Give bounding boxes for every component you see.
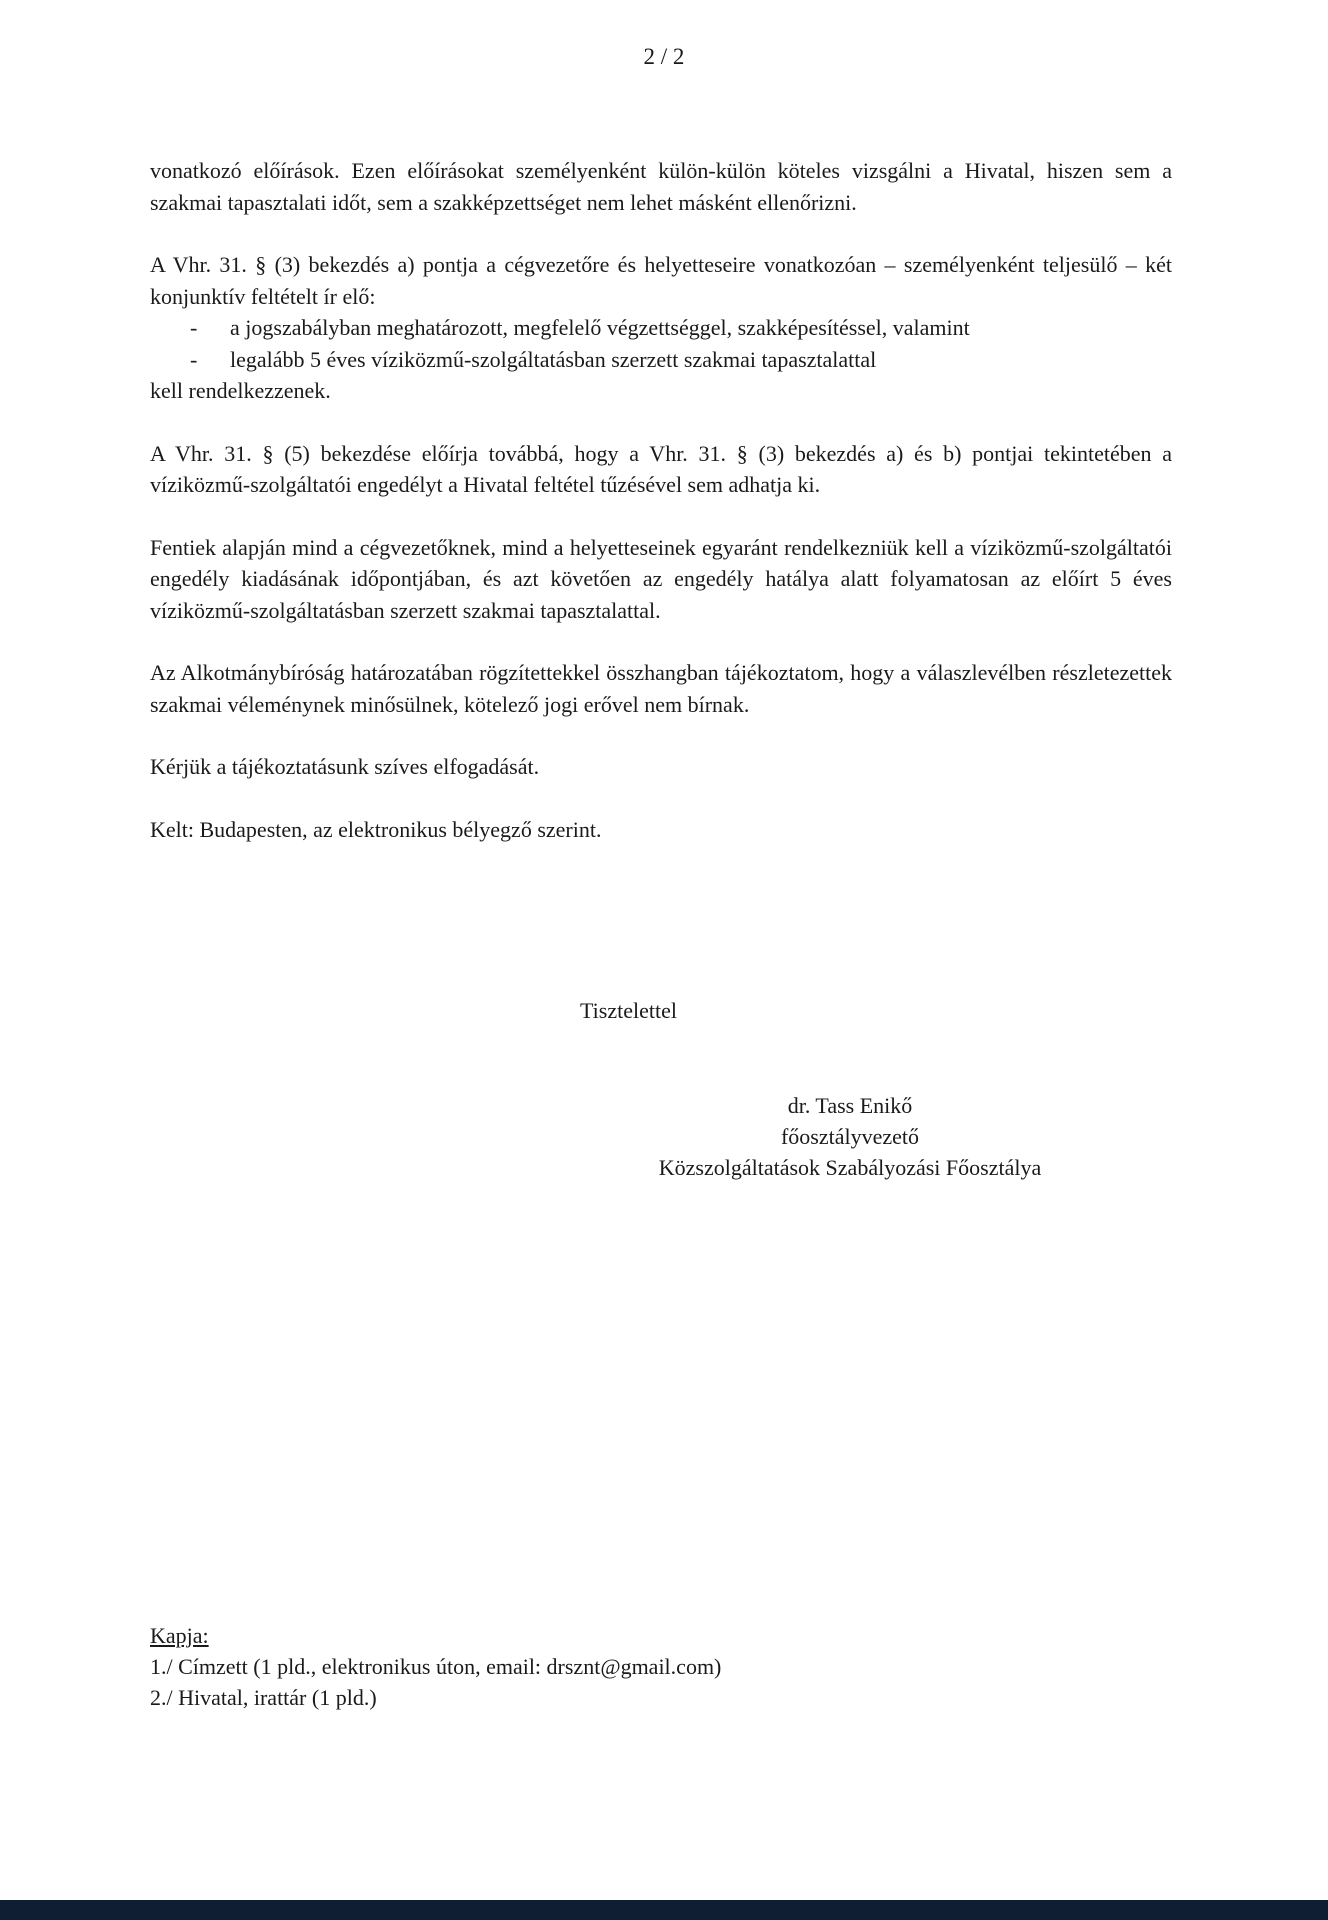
- paragraph-7: Kelt: Budapesten, az elektronikus bélyegző szerint.: [150, 816, 602, 842]
- list-item-text: a jogszabályban meghatározott, megfelelő végzettséggel, szakképesítéssel, valamint: [230, 315, 970, 340]
- paragraph-2-outro: kell rendelkezzenek.: [150, 378, 331, 403]
- bullet-marker: -: [190, 315, 198, 340]
- recipient-item: 1./ Címzett (1 pld., elektronikus úton, email: drsznt@gmail.com): [150, 1654, 722, 1679]
- conditions-list: [150, 312, 1172, 375]
- signatory-name: dr. Tass Enikő: [787, 1093, 913, 1118]
- page-number: 2 / 2: [643, 44, 685, 69]
- signature-block: [590, 1090, 1110, 1183]
- list-item: [150, 344, 1172, 376]
- letter-body: [150, 155, 1172, 876]
- taskbar-edge: [0, 1900, 1328, 1920]
- recipient-item: 2./ Hivatal, irattár (1 pld.): [150, 1685, 377, 1710]
- recipients-block: [150, 1620, 721, 1713]
- paragraph-4: Fentiek alapján mind a cégvezetőknek, mind a helyetteseinek egyaránt rendelkezniük kell a víziközmű-szolgáltatói engedély kiadásának időpontjában, és azt követően az engedély hatálya alatt folyamatosan az előírt 5 éves víziközmű-szolgáltatásban szerzett szakmai tapasztalattal.: [150, 534, 1172, 623]
- paragraph-1: vonatkozó előírások. Ezen előírásokat személyenként külön-külön köteles vizsgálni a Hivatal, hiszen sem a szakmai tapasztalati időt, sem a szakképzettséget nem lehet másként ellenőrizni.: [150, 158, 1172, 215]
- signatory-role: főosztályvezető: [780, 1124, 920, 1149]
- signatory-department: Közszolgáltatások Szabályozási Főosztálya: [658, 1155, 1042, 1180]
- paragraph-2-intro: A Vhr. 31. § (3) bekezdés a) pontja a cégvezetőre és helyetteseire vonatkozóan – személyenként teljesülő – két konjunktív feltételt ír elő:: [150, 252, 1172, 309]
- list-item: [150, 312, 1172, 344]
- list-item-text: legalább 5 éves víziközmű-szolgáltatásban szerzett szakmai tapasztalattal: [230, 346, 877, 372]
- paragraph-6: Kérjük a tájékoztatásunk szíves elfogadását.: [150, 754, 540, 779]
- bullet-marker: -: [190, 346, 198, 372]
- closing-salutation: Tisztelettel: [580, 998, 677, 1023]
- recipients-title: Kapja:: [150, 1623, 209, 1648]
- paragraph-5: Az Alkotmánybíróság határozatában rögzítettekkel összhangban tájékoztatom, hogy a válaszlevélben részletezettek szakmai véleménynek minősülnek, kötelező jogi erővel nem bírnak.: [150, 660, 1172, 717]
- paragraph-3: A Vhr. 31. § (5) bekezdése előírja továbbá, hogy a Vhr. 31. § (3) bekezdés a) és b) pontjai tekintetében a víziközmű-szolgáltatói engedélyt a Hivatal feltétel tűzésével sem adhatja ki.: [150, 440, 1172, 497]
